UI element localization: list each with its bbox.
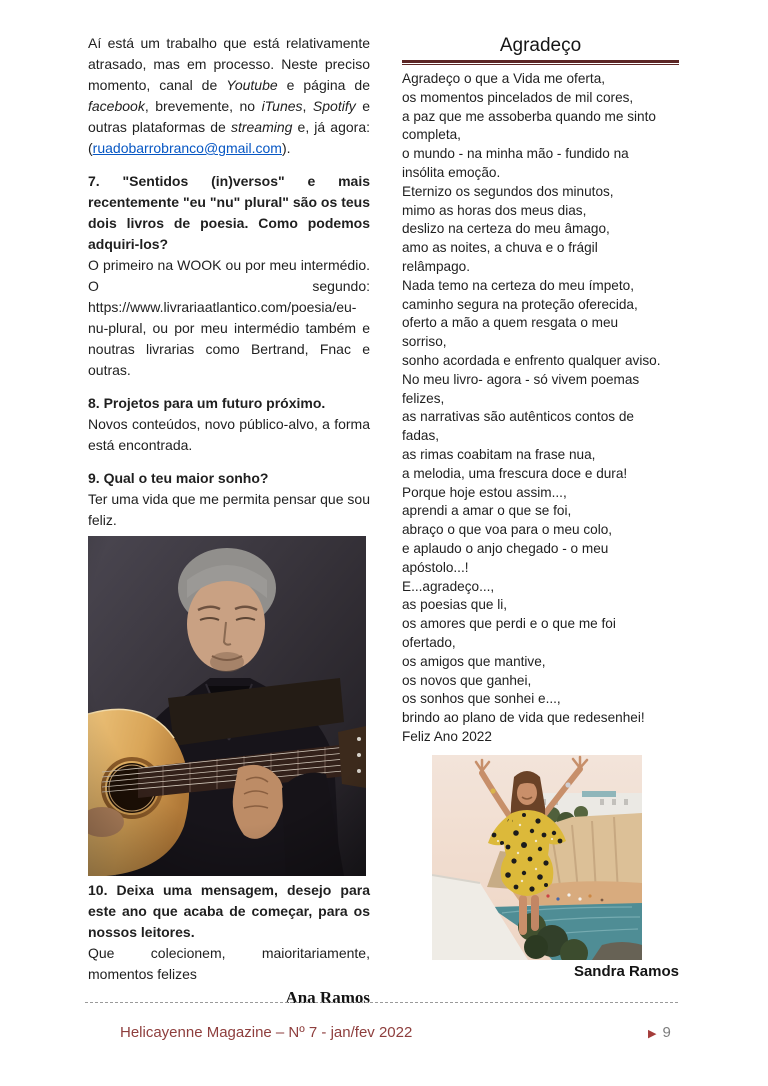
body-text: e, já agora: ( (88, 119, 371, 156)
poem-line: ofertado, (402, 634, 456, 650)
poem-line: caminho segura na proteção oferecida, (402, 296, 638, 312)
answer-7: O primeiro na WOOK ou por meu intermédio. O segundo: https://www.livrariaatlantico.com/poesia/eu-nu-plural, ou por meu intermédio também e noutras livrarias como Bertrand, Fnac e outras. (88, 257, 370, 378)
sandra-photo-illustration (432, 755, 642, 960)
italic-text: Spotify (312, 98, 356, 114)
poem-line: os amigos que mantive, (402, 653, 546, 669)
body-text: ). (281, 140, 291, 156)
author-signature: Ana Ramos (285, 988, 370, 1007)
question-7: 7. "Sentidos (in)versos" e mais recentemente "eu "nu" plural" são os teus dois livros de poesia. Como podemos adquiri-los? (88, 173, 370, 252)
poem-title: Agradeço (499, 35, 582, 56)
poem-line: amo as noites, a chuva e o frágil (402, 240, 598, 256)
poem-line: Eternizo os segundos dos minutos, (402, 183, 614, 199)
intro-paragraph (88, 33, 370, 159)
question-9: 9. Qual o teu maior sonho? (88, 470, 269, 486)
body-text: e outras plataformas de (88, 98, 371, 135)
footer-divider (85, 1002, 678, 1003)
poem-line: No meu livro- agora - só vivem poemas (402, 371, 640, 387)
italic-text: Youtube (226, 77, 278, 93)
footer-magazine-title: Helicayenne Magazine – Nº 7 - jan/fev 2022 (120, 1024, 413, 1041)
sandra-photo (432, 755, 642, 960)
answer-10: Que colecionem, maioritariamente, momentos felizes (88, 945, 370, 982)
poem-line: abraço o que voa para o meu colo, (402, 522, 613, 538)
poem-line: relâmpago. (402, 258, 471, 274)
poem-line: as rimas coabitam na frase nua, (402, 446, 596, 462)
poem-line: o mundo - na minha mão - fundido na (402, 146, 629, 162)
poem-line: completa, (402, 127, 461, 143)
poem-line: os novos que ganhei, (402, 672, 532, 688)
poem-line: os amores que perdi e o que me foi (402, 616, 616, 632)
poem-line: os sonhos que sonhei e..., (402, 691, 561, 707)
poem-line: as narrativas são autênticos contos de (402, 409, 634, 425)
photo-caption: Sandra Ramos (573, 962, 679, 980)
poem-line: mimo as horas dos meus dias, (402, 202, 587, 218)
poem-line: Agradeço o que a Vida me oferta, (402, 71, 606, 86)
poem-line: Feliz Ano 2022 (402, 728, 492, 744)
poem-line: brindo ao plano de vida que redesenhei! (402, 710, 645, 726)
page-number-arrow-icon: ▶ (648, 1028, 657, 1040)
poem-line: os momentos pincelados de mil cores, (402, 89, 634, 105)
email-link[interactable]: ruadobarrobranco@gmail.com (92, 140, 282, 156)
poem-line: aprendi a amar o que se foi, (402, 503, 572, 519)
question-8: 8. Projetos para um futuro próximo. (88, 395, 326, 411)
poem-line: apóstolo...! (402, 559, 469, 575)
poem-line: a melodia, uma frescura doce e dura! (402, 465, 628, 481)
guitarist-photo (88, 536, 366, 876)
page-number-value: 9 (662, 1024, 671, 1041)
answer-8: Novos conteúdos, novo público-alvo, a forma está encontrada. (88, 416, 370, 453)
body-text: e página de (277, 77, 370, 93)
italic-text: iTunes (261, 98, 303, 114)
poem-line: as poesias que li, (402, 597, 508, 613)
poem-line: insólita emoção. (402, 164, 501, 180)
body-text: Aí está um trabalho que está relativamente atrasado, mas em processo. Neste preciso momento, canal de (88, 35, 370, 93)
poem-line: Porque hoje estou assim..., (402, 484, 567, 500)
poem-line: E...agradeço..., (402, 578, 495, 594)
italic-text: facebook (88, 98, 145, 114)
guitarist-photo-illustration (88, 536, 366, 876)
poem-line: sonho acordada e enfrento qualquer aviso. (402, 352, 661, 368)
poem-line: e aplaudo o anjo chegado - o meu (402, 540, 609, 556)
poem-line: sorriso, (402, 334, 447, 350)
body-text: , brevemente, no (144, 98, 262, 114)
poem-body (402, 70, 679, 747)
left-column (88, 33, 370, 1008)
title-divider (402, 60, 679, 65)
poem-line: oferto a mão a quem resgata o meu (402, 315, 619, 331)
poem-line: Nada temo na certeza do meu ímpeto, (402, 277, 634, 293)
poem-line: fadas, (402, 428, 440, 444)
poem-line: a paz que me assoberba quando me sinto (402, 108, 656, 124)
italic-text: streaming (230, 119, 293, 135)
question-10: 10. Deixa uma mensagem, desejo para este ano que acaba de começar, para os nossos leitores. (88, 882, 370, 940)
page-number (648, 1024, 671, 1041)
poem-line: deslizo na certeza do meu âmago, (402, 221, 610, 237)
right-column (402, 33, 679, 981)
answer-9: Ter uma vida que me permita pensar que sou feliz. (88, 491, 370, 528)
poem-line: felizes, (402, 390, 445, 406)
body-text: , (302, 98, 313, 114)
